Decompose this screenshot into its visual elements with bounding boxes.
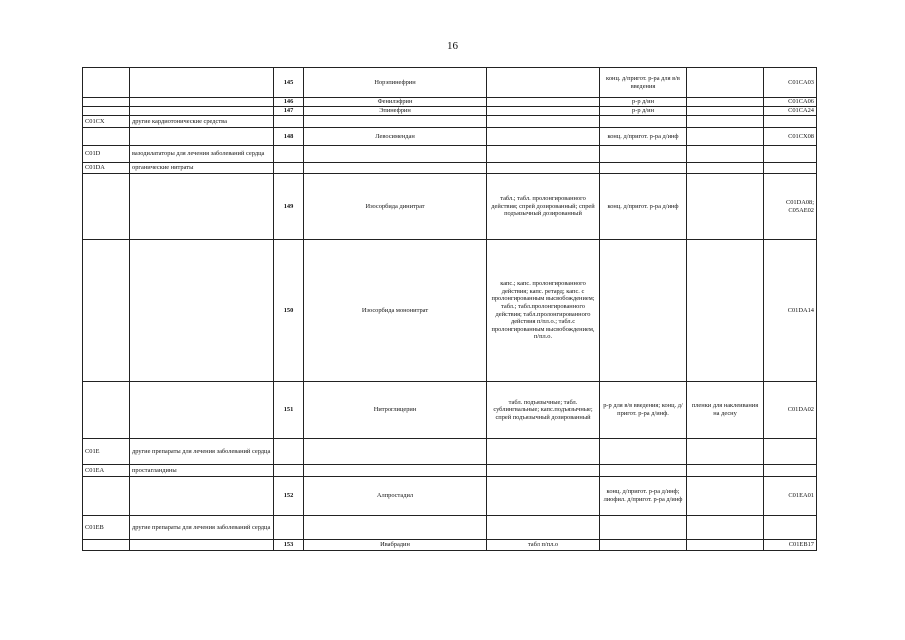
dosage-forms-cell — [487, 465, 600, 477]
drug-name-cell: Нитроглицерин — [304, 382, 487, 439]
row-number-cell: 145 — [274, 68, 304, 98]
dosage-forms-other-cell — [687, 516, 764, 540]
dosage-forms-hospital-cell: конц. д/пригот. р-ра д/инф; лиофил. д/пригот. р-ра д/инф — [600, 477, 687, 516]
dosage-forms-other-cell — [687, 540, 764, 551]
drug-name-cell: Алпростадил — [304, 477, 487, 516]
row-number-cell: 147 — [274, 107, 304, 116]
dosage-forms-other-cell — [687, 240, 764, 382]
table-row — [83, 98, 817, 107]
table-row — [83, 174, 817, 240]
dosage-forms-hospital-cell — [600, 439, 687, 465]
group-name-cell — [130, 68, 274, 98]
atc-drug-code-cell — [764, 146, 817, 163]
drug-name-cell: Фенилэфрин — [304, 98, 487, 107]
dosage-forms-cell: табл п/пл.о — [487, 540, 600, 551]
table-row — [83, 477, 817, 516]
atc-drug-code-cell: C01DA02 — [764, 382, 817, 439]
atc-drug-code-cell — [764, 439, 817, 465]
atc-code-cell: C01DA — [83, 163, 130, 174]
atc-drug-code-cell: C01CA24 — [764, 107, 817, 116]
dosage-forms-other-cell — [687, 98, 764, 107]
atc-drug-code-cell: C01EB17 — [764, 540, 817, 551]
atc-code-cell — [83, 240, 130, 382]
dosage-forms-other-cell — [687, 107, 764, 116]
group-name-cell — [130, 107, 274, 116]
table-row — [83, 439, 817, 465]
atc-code-cell — [83, 382, 130, 439]
atc-drug-code-cell: C01EA01 — [764, 477, 817, 516]
dosage-forms-hospital-cell — [600, 240, 687, 382]
atc-drug-code-cell — [764, 116, 817, 128]
dosage-forms-hospital-cell: р-р для в/в введения; конц. д/пригот. р-ра д/инф. — [600, 382, 687, 439]
atc-drug-code-cell — [764, 516, 817, 540]
group-name-cell — [130, 128, 274, 146]
dosage-forms-hospital-cell — [600, 465, 687, 477]
drug-name-cell: Изосорбида динитрат — [304, 174, 487, 240]
group-name-cell — [130, 540, 274, 551]
atc-drug-code-cell: C01CX08 — [764, 128, 817, 146]
drug-name-cell: Норэпинефрин — [304, 68, 487, 98]
group-name-cell: другие препараты для лечения заболеваний сердца — [130, 516, 274, 540]
row-number-cell: 148 — [274, 128, 304, 146]
atc-drug-code-cell — [764, 465, 817, 477]
dosage-forms-hospital-cell: р-р д/ин — [600, 98, 687, 107]
drug-name-cell — [304, 146, 487, 163]
table-row — [83, 163, 817, 174]
group-name-cell — [130, 98, 274, 107]
drug-name-cell: Левосимендан — [304, 128, 487, 146]
dosage-forms-hospital-cell — [600, 146, 687, 163]
atc-drug-code-cell: C01DA08; C05AE02 — [764, 174, 817, 240]
dosage-forms-cell — [487, 163, 600, 174]
atc-code-cell: C01D — [83, 146, 130, 163]
table-row — [83, 116, 817, 128]
dosage-forms-cell: табл.; табл. пролонгированного действия; спрей дозированный; спрей подъязычный дозированный — [487, 174, 600, 240]
dosage-forms-cell — [487, 68, 600, 98]
dosage-forms-other-cell — [687, 174, 764, 240]
dosage-forms-cell: табл. подъязычные; табл. сублингвальные; капс.подъязычные; спрей подъязычный дозированный — [487, 382, 600, 439]
row-number-cell — [274, 439, 304, 465]
dosage-forms-hospital-cell: конц. д/пригот. р-ра д/инф — [600, 128, 687, 146]
atc-drug-code-cell: C01CA03 — [764, 68, 817, 98]
atc-drug-code-cell: C01DA14 — [764, 240, 817, 382]
dosage-forms-other-cell — [687, 68, 764, 98]
group-name-cell: вазодилататоры для лечения заболеваний сердца — [130, 146, 274, 163]
atc-code-cell — [83, 107, 130, 116]
row-number-cell: 146 — [274, 98, 304, 107]
group-name-cell — [130, 382, 274, 439]
group-name-cell — [130, 477, 274, 516]
dosage-forms-other-cell — [687, 128, 764, 146]
row-number-cell — [274, 163, 304, 174]
dosage-forms-hospital-cell — [600, 116, 687, 128]
drug-name-cell — [304, 116, 487, 128]
dosage-forms-cell — [487, 128, 600, 146]
row-number-cell — [274, 146, 304, 163]
group-name-cell: другие кардиотонические средства — [130, 116, 274, 128]
drug-name-cell: Ивабрадин — [304, 540, 487, 551]
row-number-cell: 153 — [274, 540, 304, 551]
dosage-forms-other-cell — [687, 465, 764, 477]
group-name-cell — [130, 240, 274, 382]
atc-code-cell — [83, 98, 130, 107]
row-number-cell: 149 — [274, 174, 304, 240]
row-number-cell: 152 — [274, 477, 304, 516]
table-row — [83, 465, 817, 477]
table-row — [83, 516, 817, 540]
page-number: 16 — [447, 40, 458, 52]
drug-table — [82, 67, 817, 551]
dosage-forms-hospital-cell — [600, 163, 687, 174]
dosage-forms-hospital-cell: конц. д/пригот. р-ра д/инф — [600, 174, 687, 240]
table-row — [83, 107, 817, 116]
group-name-cell — [130, 174, 274, 240]
group-name-cell: органические нитраты — [130, 163, 274, 174]
row-number-cell — [274, 465, 304, 477]
atc-drug-code-cell — [764, 163, 817, 174]
drug-name-cell: Эпинефрин — [304, 107, 487, 116]
dosage-forms-other-cell: пленки для наклеивания на десну — [687, 382, 764, 439]
atc-code-cell — [83, 174, 130, 240]
drug-name-cell — [304, 465, 487, 477]
table-row — [83, 68, 817, 98]
table-row — [83, 540, 817, 551]
dosage-forms-cell — [487, 146, 600, 163]
dosage-forms-hospital-cell: конц. д/пригот. р-ра для в/в введения — [600, 68, 687, 98]
dosage-forms-cell — [487, 116, 600, 128]
drug-name-cell — [304, 439, 487, 465]
dosage-forms-hospital-cell — [600, 540, 687, 551]
group-name-cell: другие препараты для лечения заболеваний сердца — [130, 439, 274, 465]
dosage-forms-cell — [487, 439, 600, 465]
atc-code-cell — [83, 68, 130, 98]
dosage-forms-other-cell — [687, 146, 764, 163]
row-number-cell: 150 — [274, 240, 304, 382]
dosage-forms-hospital-cell — [600, 516, 687, 540]
table-row — [83, 146, 817, 163]
dosage-forms-cell — [487, 516, 600, 540]
dosage-forms-cell: капс.; капс. пролонгированного действия; капс. ретард; капс. с пролонгированным высвобождением; табл.; табл.пролонгированного действия; табл.пролонгированного действия п/пл.о.; табл.с пролонгированным высвобождением, п/пл.о. — [487, 240, 600, 382]
dosage-forms-cell — [487, 107, 600, 116]
atc-code-cell — [83, 477, 130, 516]
dosage-forms-other-cell — [687, 477, 764, 516]
dosage-forms-other-cell — [687, 439, 764, 465]
group-name-cell: простагландины — [130, 465, 274, 477]
drug-name-cell — [304, 163, 487, 174]
atc-code-cell: C01EB — [83, 516, 130, 540]
row-number-cell — [274, 116, 304, 128]
row-number-cell — [274, 516, 304, 540]
table-row — [83, 240, 817, 382]
atc-code-cell — [83, 540, 130, 551]
drug-name-cell: Изосорбида мононитрат — [304, 240, 487, 382]
atc-drug-code-cell: C01CA06 — [764, 98, 817, 107]
atc-code-cell: C01EA — [83, 465, 130, 477]
drug-name-cell — [304, 516, 487, 540]
dosage-forms-cell — [487, 477, 600, 516]
dosage-forms-cell — [487, 98, 600, 107]
table-row — [83, 382, 817, 439]
atc-code-cell: C01CX — [83, 116, 130, 128]
dosage-forms-other-cell — [687, 163, 764, 174]
atc-code-cell — [83, 128, 130, 146]
table-row — [83, 128, 817, 146]
dosage-forms-other-cell — [687, 116, 764, 128]
row-number-cell: 151 — [274, 382, 304, 439]
dosage-forms-hospital-cell: р-р д/ин — [600, 107, 687, 116]
atc-code-cell: C01E — [83, 439, 130, 465]
